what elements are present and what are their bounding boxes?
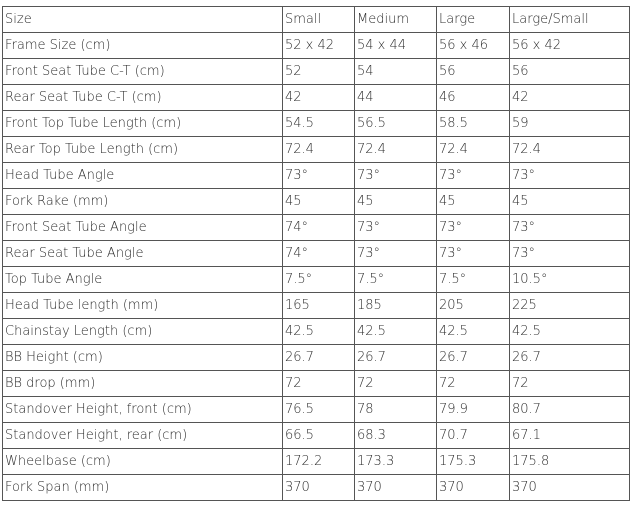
row-label-cell: Standover Height, rear (cm) bbox=[3, 423, 283, 449]
value-cell-large-small: 80.7 bbox=[510, 397, 630, 423]
value-cell-medium: 72 bbox=[355, 371, 437, 397]
value-cell-small: 165 bbox=[283, 293, 355, 319]
value-cell-large-small: 225 bbox=[510, 293, 630, 319]
table-row bbox=[3, 137, 630, 163]
table-row bbox=[3, 163, 630, 189]
value-cell-small: 74° bbox=[283, 215, 355, 241]
value-cell-large: 45 bbox=[437, 189, 510, 215]
value-cell-medium: 7.5° bbox=[355, 267, 437, 293]
value-cell-large: 72.4 bbox=[437, 137, 510, 163]
value-cell-small: 52 bbox=[283, 59, 355, 85]
value-cell-medium: 68.3 bbox=[355, 423, 437, 449]
value-cell-small: 52 x 42 bbox=[283, 33, 355, 59]
value-cell-small: 74° bbox=[283, 241, 355, 267]
header-cell-large: Large bbox=[437, 7, 510, 33]
table-row bbox=[3, 449, 630, 475]
table-row bbox=[3, 293, 630, 319]
table-header-row bbox=[3, 7, 630, 33]
table-row bbox=[3, 319, 630, 345]
value-cell-small: 73° bbox=[283, 163, 355, 189]
table-row bbox=[3, 475, 630, 501]
value-cell-small: 45 bbox=[283, 189, 355, 215]
value-cell-large-small: 42 bbox=[510, 85, 630, 111]
value-cell-medium: 72.4 bbox=[355, 137, 437, 163]
value-cell-large: 7.5° bbox=[437, 267, 510, 293]
value-cell-large: 73° bbox=[437, 215, 510, 241]
row-label-cell: Fork Rake (mm) bbox=[3, 189, 283, 215]
value-cell-medium: 42.5 bbox=[355, 319, 437, 345]
row-label-cell: Frame Size (cm) bbox=[3, 33, 283, 59]
value-cell-small: 26.7 bbox=[283, 345, 355, 371]
value-cell-large: 70.7 bbox=[437, 423, 510, 449]
value-cell-large: 56 x 46 bbox=[437, 33, 510, 59]
value-cell-large-small: 73° bbox=[510, 163, 630, 189]
value-cell-large-small: 72.4 bbox=[510, 137, 630, 163]
value-cell-medium: 73° bbox=[355, 215, 437, 241]
value-cell-medium: 370 bbox=[355, 475, 437, 501]
value-cell-small: 370 bbox=[283, 475, 355, 501]
header-cell-small: Small bbox=[283, 7, 355, 33]
table-row bbox=[3, 33, 630, 59]
row-label-cell: Fork Span (mm) bbox=[3, 475, 283, 501]
row-label-cell: Rear Seat Tube Angle bbox=[3, 241, 283, 267]
row-label-cell: Head Tube length (mm) bbox=[3, 293, 283, 319]
value-cell-medium: 56.5 bbox=[355, 111, 437, 137]
value-cell-large: 73° bbox=[437, 163, 510, 189]
value-cell-medium: 54 bbox=[355, 59, 437, 85]
value-cell-large-small: 56 bbox=[510, 59, 630, 85]
value-cell-large-small: 10.5° bbox=[510, 267, 630, 293]
row-label-cell: Head Tube Angle bbox=[3, 163, 283, 189]
row-label-cell: Wheelbase (cm) bbox=[3, 449, 283, 475]
header-cell-size: Size bbox=[3, 7, 283, 33]
value-cell-small: 42.5 bbox=[283, 319, 355, 345]
row-label-cell: Front Top Tube Length (cm) bbox=[3, 111, 283, 137]
table-row bbox=[3, 111, 630, 137]
value-cell-large-small: 73° bbox=[510, 241, 630, 267]
value-cell-large: 46 bbox=[437, 85, 510, 111]
row-label-cell: Rear Top Tube Length (cm) bbox=[3, 137, 283, 163]
table-row bbox=[3, 59, 630, 85]
value-cell-medium: 73° bbox=[355, 241, 437, 267]
value-cell-large-small: 59 bbox=[510, 111, 630, 137]
row-label-cell: Standover Height, front (cm) bbox=[3, 397, 283, 423]
value-cell-large: 205 bbox=[437, 293, 510, 319]
value-cell-large-small: 72 bbox=[510, 371, 630, 397]
value-cell-small: 172.2 bbox=[283, 449, 355, 475]
value-cell-large: 175.3 bbox=[437, 449, 510, 475]
value-cell-large: 58.5 bbox=[437, 111, 510, 137]
value-cell-small: 72 bbox=[283, 371, 355, 397]
value-cell-large-small: 45 bbox=[510, 189, 630, 215]
geometry-table-body bbox=[3, 7, 630, 501]
row-label-cell: BB Height (cm) bbox=[3, 345, 283, 371]
value-cell-large-small: 73° bbox=[510, 215, 630, 241]
table-row bbox=[3, 397, 630, 423]
value-cell-large: 42.5 bbox=[437, 319, 510, 345]
row-label-cell: Front Seat Tube C-T (cm) bbox=[3, 59, 283, 85]
row-label-cell: Top Tube Angle bbox=[3, 267, 283, 293]
value-cell-large-small: 370 bbox=[510, 475, 630, 501]
value-cell-small: 42 bbox=[283, 85, 355, 111]
value-cell-small: 76.5 bbox=[283, 397, 355, 423]
value-cell-small: 54.5 bbox=[283, 111, 355, 137]
row-label-cell: Chainstay Length (cm) bbox=[3, 319, 283, 345]
header-cell-large-small: Large/Small bbox=[510, 7, 630, 33]
value-cell-large: 56 bbox=[437, 59, 510, 85]
row-label-cell: Rear Seat Tube C-T (cm) bbox=[3, 85, 283, 111]
value-cell-large: 370 bbox=[437, 475, 510, 501]
value-cell-small: 72.4 bbox=[283, 137, 355, 163]
value-cell-medium: 78 bbox=[355, 397, 437, 423]
row-label-cell: Front Seat Tube Angle bbox=[3, 215, 283, 241]
table-row bbox=[3, 423, 630, 449]
table-row bbox=[3, 371, 630, 397]
value-cell-medium: 45 bbox=[355, 189, 437, 215]
value-cell-large-small: 42.5 bbox=[510, 319, 630, 345]
value-cell-medium: 173.3 bbox=[355, 449, 437, 475]
row-label-cell: BB drop (mm) bbox=[3, 371, 283, 397]
value-cell-medium: 73° bbox=[355, 163, 437, 189]
table-row bbox=[3, 215, 630, 241]
value-cell-large: 26.7 bbox=[437, 345, 510, 371]
table-row bbox=[3, 345, 630, 371]
header-cell-medium: Medium bbox=[355, 7, 437, 33]
value-cell-large-small: 175.8 bbox=[510, 449, 630, 475]
value-cell-large: 79.9 bbox=[437, 397, 510, 423]
value-cell-large-small: 56 x 42 bbox=[510, 33, 630, 59]
table-row bbox=[3, 189, 630, 215]
value-cell-medium: 26.7 bbox=[355, 345, 437, 371]
value-cell-medium: 185 bbox=[355, 293, 437, 319]
geometry-table bbox=[2, 6, 630, 501]
value-cell-large: 73° bbox=[437, 241, 510, 267]
value-cell-large: 72 bbox=[437, 371, 510, 397]
value-cell-small: 7.5° bbox=[283, 267, 355, 293]
table-row bbox=[3, 241, 630, 267]
table-row bbox=[3, 267, 630, 293]
value-cell-medium: 44 bbox=[355, 85, 437, 111]
value-cell-large-small: 67.1 bbox=[510, 423, 630, 449]
table-row bbox=[3, 85, 630, 111]
value-cell-medium: 54 x 44 bbox=[355, 33, 437, 59]
value-cell-large-small: 26.7 bbox=[510, 345, 630, 371]
value-cell-small: 66.5 bbox=[283, 423, 355, 449]
